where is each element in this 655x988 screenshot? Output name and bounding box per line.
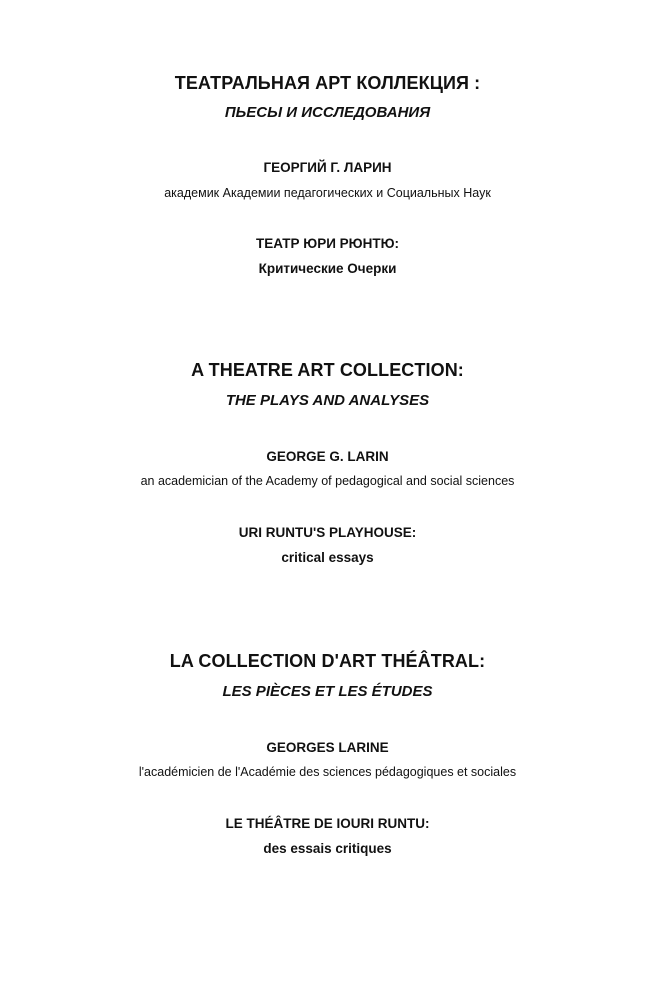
collection-title: LA COLLECTION D'ART THÉÂTRAL: [169,651,486,671]
author-description: академик Академии педагогических и Социальных Наук [164,186,491,200]
author-description: an academician of the Academy of pedagogical and social sciences [140,474,515,488]
work-subtitle: des essais critiques [263,841,392,856]
collection-title: A THEATRE ART COLLECTION: [191,360,464,380]
work-subtitle: critical essays [281,550,374,565]
work-subtitle: Критические Очерки [258,261,397,276]
author-name: GEORGE G. LARIN [266,449,389,464]
work-title: LE THÉÂTRE DE IOURI RUNTU: [225,816,430,831]
work-title: ТЕАТР ЮРИ РЮНТЮ: [255,236,400,251]
collection-subtitle: ПЬЕСЫ И ИССЛЕДОВАНИЯ [224,104,431,121]
author-name: ГЕОРГИЙ Г. ЛАРИН [263,160,392,175]
author-description: l'académicien de l'Académie des sciences pédagogiques et sociales [138,765,517,779]
collection-subtitle: THE PLAYS AND ANALYSES [225,392,430,409]
collection-title: ТЕАТРАЛЬНАЯ АРТ КОЛЛЕКЦИЯ : [174,73,481,93]
author-name: GEORGES LARINE [266,740,389,755]
collection-subtitle: LES PIÈCES ET LES ÉTUDES [222,683,433,700]
work-title: URI RUNTU'S PLAYHOUSE: [238,525,417,540]
